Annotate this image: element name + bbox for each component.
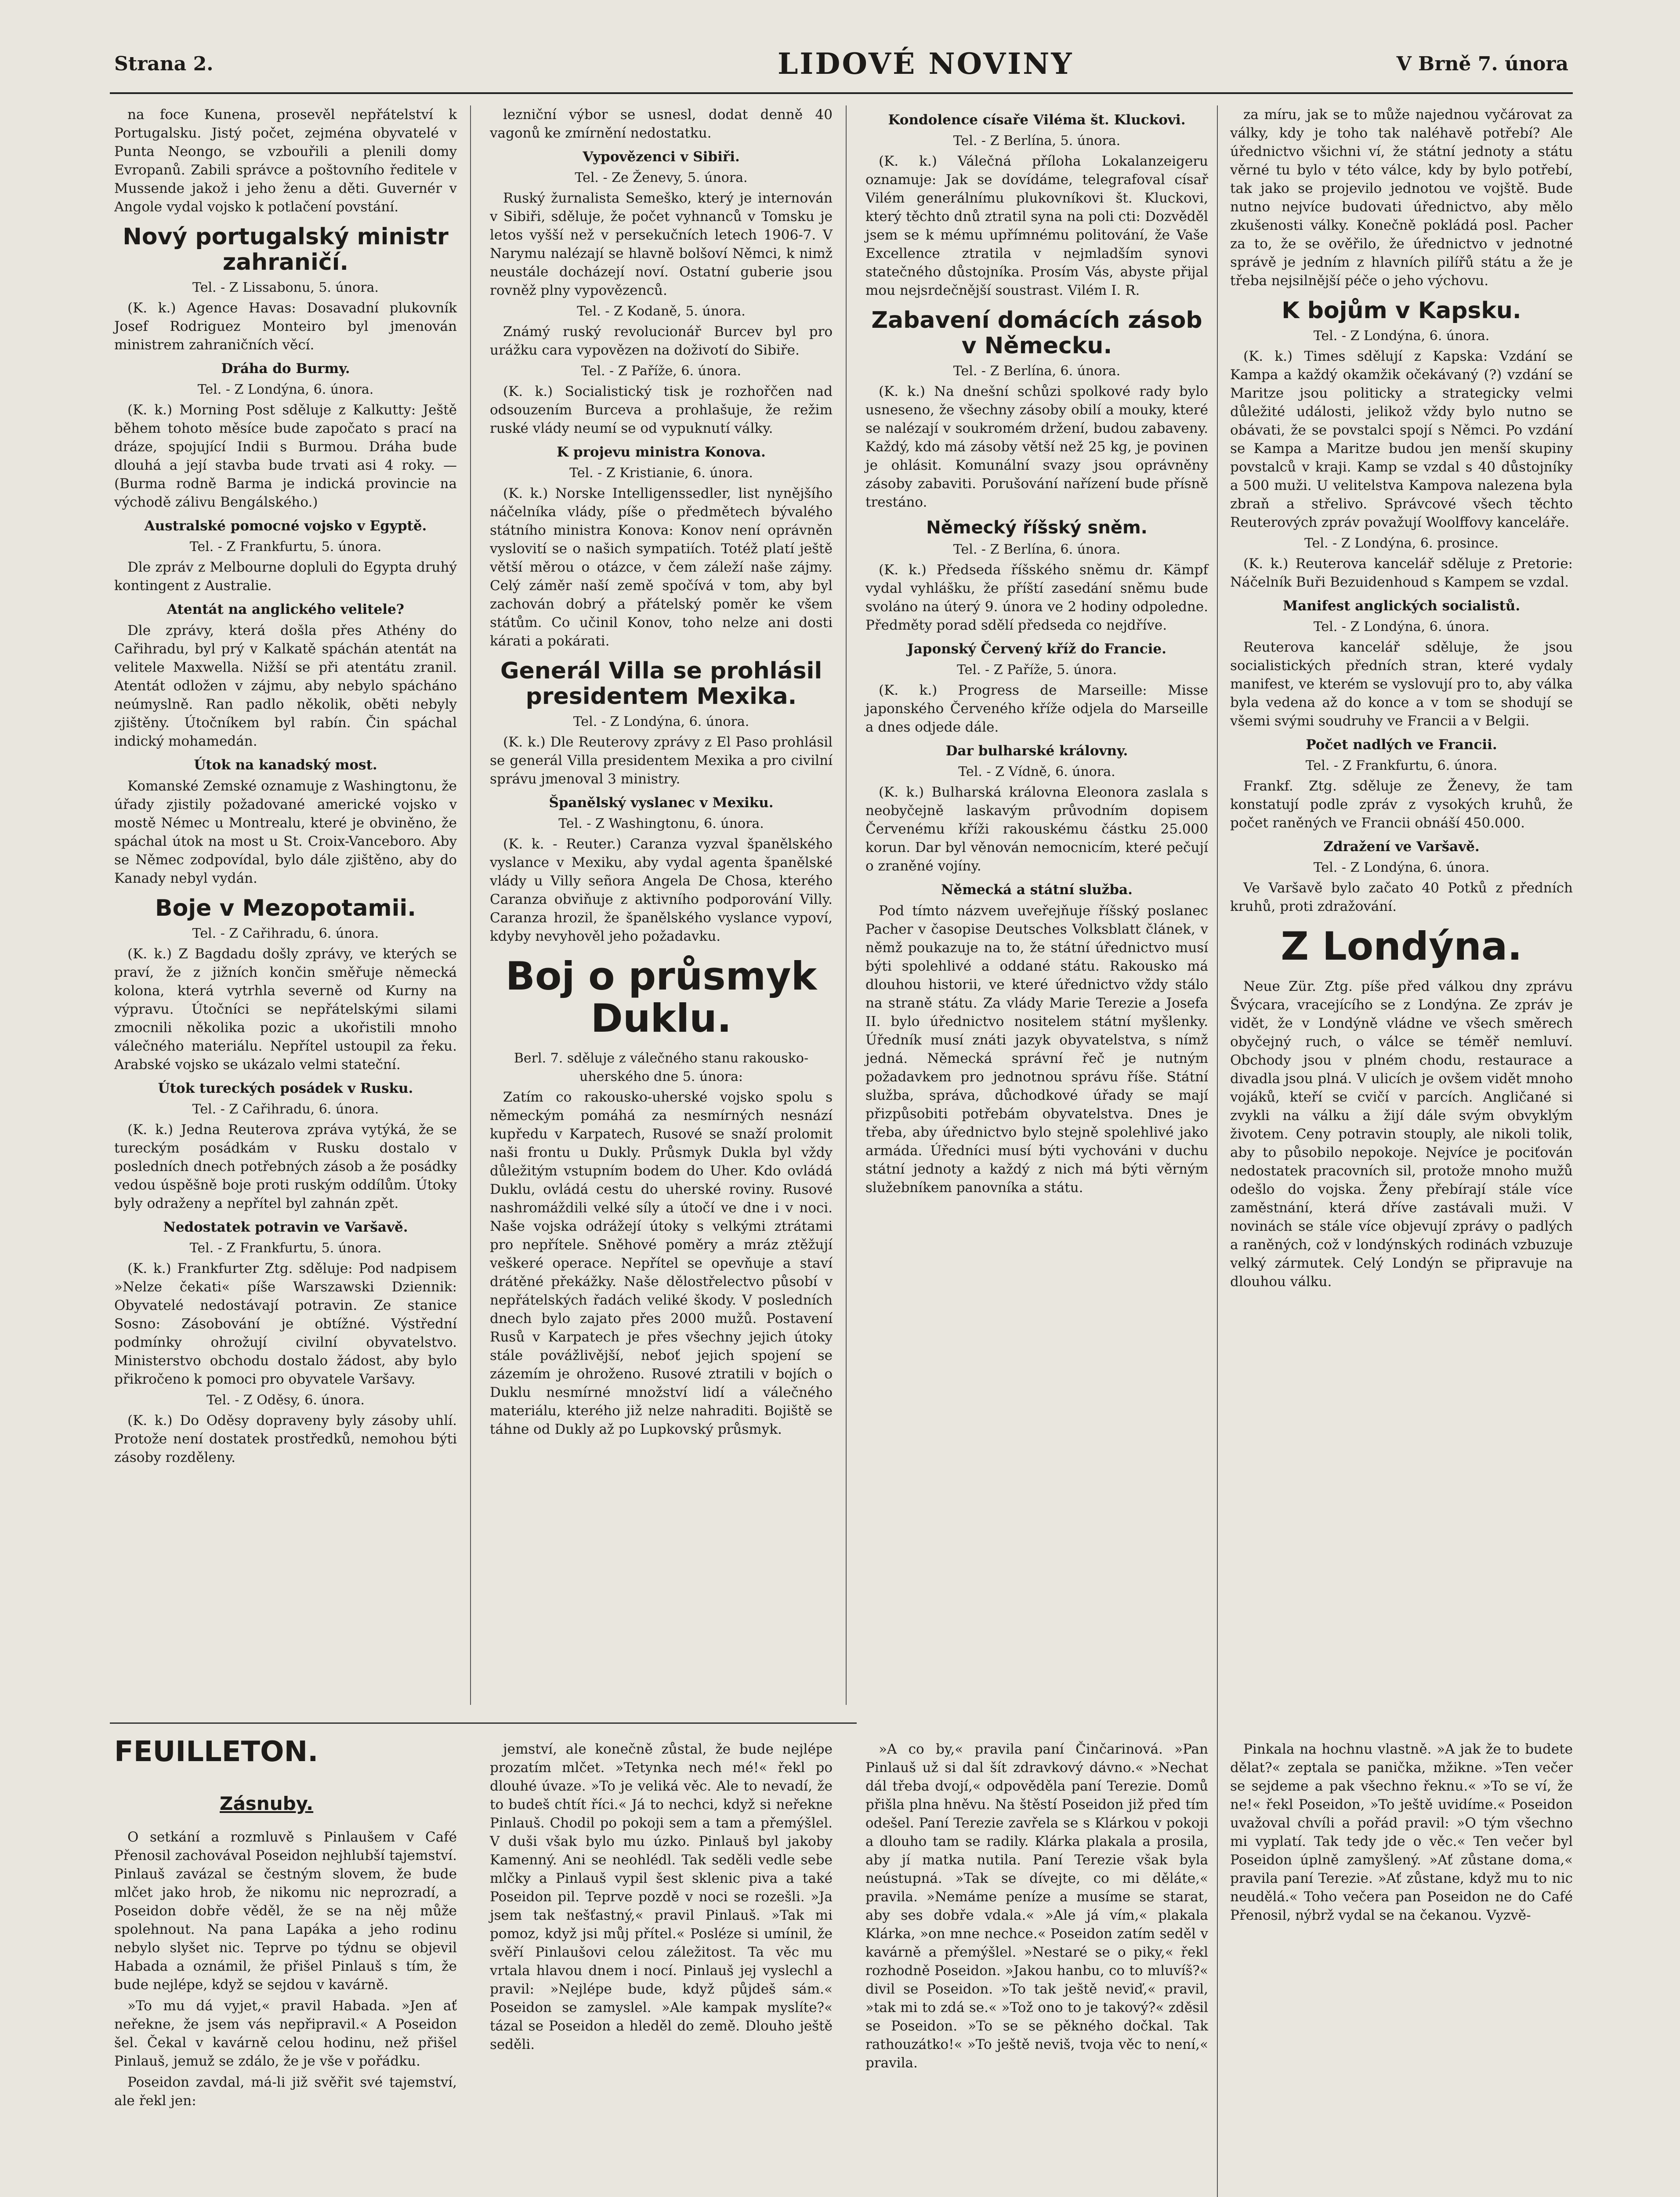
article-text: Ve Varšavě bylo začato 40 Potků z předních kruhů, proti zdražování. <box>1230 880 1573 914</box>
dateline: Berl. 7. sděluje z válečného stanu rakousko-uherského dne 5. února: <box>514 1051 809 1084</box>
subheadline: Španělský vyslanec v Mexiku. <box>549 795 774 811</box>
feuilleton-title: Zásnuby. <box>220 1793 314 1814</box>
page-number: Strana 2. <box>114 53 214 75</box>
dateline: Tel. - Z Paříže, 5. února. <box>956 662 1117 678</box>
headline: K bojům v Kapsku. <box>1282 297 1521 324</box>
dateline: Tel. - Z Cařihradu, 6. února. <box>192 1102 379 1117</box>
feuilleton-heading: FEUILLETON. <box>114 1736 319 1768</box>
feuilleton-column-1 <box>114 1828 457 2197</box>
dateline: Tel. - Z Paříže, 6. února. <box>581 363 742 379</box>
article-text: (K. k.) Jedna Reuterova zpráva vytýká, že se tureckým posádkám v Rusku dostalo v posledních dnech potřebných zásob a že posádky vedou úspěšně boje proti ruským oddílům. Útoky byly odraženy a nepřítel byl zahnán zpět. <box>114 1122 457 1211</box>
article-text: Komanské Zemské oznamuje z Washingtonu, že úřady zjistily požadované americké vojsko v mostě Némec u Montrealu, které je obviněno, že spáchal útok na most u St. Croix-Vanceboro. Aby se Němec zodpovídal, bylo dále zjištěno, aby do Kanady nebyl vydán. <box>114 778 457 886</box>
article-text: (K. k.) Dle Reuterovy zprávy z El Paso prohlásil se generál Villa presidentem Mexika a pro civilní správu jmenoval 3 ministry. <box>490 734 833 787</box>
article-text: (K. k. - Reuter.) Caranza vyzval španělského vyslance v Mexiku, aby vydal agenta španělské vlády u Villy señora Angela De Chosa, kterého Caranza obviňuje z aktivního podporování Villy. Caranza hrozil, že španělského vyslance vypoví, kdyby nevyhověl jeho požadavku. <box>490 836 833 944</box>
newspaper-title: LIDOVÉ NOVINY <box>778 47 1074 81</box>
subheadline: Počet nadlých ve Francii. <box>1306 737 1497 753</box>
article-text: (K. k.) Z Bagdadu došly zprávy, ve kterých se praví, že z jižních končin směřuje německá kolona, která vytrhla severně od Kurny na výpravu. Útočníci se nepřátelskými silami zmocnili několika pozic a ukořistili mnoho válečného materiálu. Nepřítel ustoupil za řeku. Arabské vojsko se ukázalo velmi stateční. <box>114 946 457 1073</box>
subheadline: Nedostatek potravin ve Varšavě. <box>163 1219 408 1235</box>
dateline: Tel. - Z Kristianie, 6. února. <box>569 465 753 481</box>
headline: Boje v Mezopotamii. <box>155 895 416 921</box>
dateline: Tel. - Z Frankfurtu, 5. února. <box>189 1240 382 1256</box>
article-text: za míru, jak se to může najednou vyčárovat za války, kdy je toho tak naléhavě potřebí? Ale úřednictvo všichni ví, že státní jednoty a státu věrné tu bylo v této válce, kdy by bylo potřebí, tak jako se projevilo jednotou ve vojště. Bude nutno nejvíce budovati úřednictvo, aby mělo zkušenosti války. Konečně pokládá posl. Pacher za to, že se ověřilo, že úřednictvo v jednotné správě je jedním z hlavních pilířů státu a že je třeba nejsilnější péče o jeho výchovu. <box>1230 107 1573 289</box>
feuilleton-column-3 <box>865 1740 1208 2197</box>
article-text: (K. k.) Reuterova kancelář sděluje z Pretorie: Náčelník Buři Bezuidenhoud s Kampem se vzdal. <box>1230 556 1573 590</box>
subheadline: Japonský Červený kříž do Francie. <box>907 641 1166 657</box>
issue-date: V Brně 7. února <box>1396 53 1568 75</box>
story-text: »A co by,« pravila paní Činčarinová. »Pan Pinlauš už si dal šít zdravkový dávno.« »Nechat dál třeba dvojí,« odpověděla paní Terezie. Domů přišla plna hněvu. Na štěstí Poseidon již před tím odešel. Paní Terezie zavřela se s Klárkou v pokoji a dlouho tam se radily. Klárka plakala a prosila, aby jí matka nutila. Paní Terezie však byla neústupná. »Tak se dívejte, co mi děláte,« pravila. »Nemáme peníze a musíme se starat, aby ses dobře vdala.« »Ale já vím,« plakala Klárka, »on mne nechce.« Poseidon zatím seděl v kavárně a přemýšlel. »Nestaré se o piky,« řekl rozhodně Poseidon. »Jakou hanbu, co to mluvíš?« divil se Poseidon. »To tak ještě neviď,« pravil, »tak mi to zdá se.« »Tož ono to je takový?« zděsil se Poseidon. »To se se pěkného dočkal. Tak rathouzátko!« »To ještě neviš, tvoja věc to není,« pravila. <box>865 1741 1208 2071</box>
article-text: (K. k.) Do Oděsy dopraveny byly zásoby uhlí. Protože není dostatek prostředků, nemohou býti zásoby rozděleny. <box>114 1413 457 1465</box>
article-text: (K. k.) Norske Intelligenssedler, list nynějšího náčelníka vlády, píše o předmětech bývalého státního ministra Konova: Konov není oprávněn vyslovití se o našich sympatiích. Totéž platí ještě větší měrou o otázce, v čem záleží naše zájmy. Celý záměr naší země spočívá v tom, aby byl zachován dobrý a přátelský poměr ke všem státům. Co učinil Konov, toho nelze ani dosti kárati a pokárati. <box>490 486 833 649</box>
dateline: Tel. - Z Cařihradu, 6. února. <box>192 926 379 941</box>
headline: Nový portugalský ministr zahraničí. <box>123 224 449 276</box>
subheadline: Kondolence císaře Viléma št. Kluckovi. <box>888 112 1186 128</box>
dateline: Tel. - Z Londýna, 6. února. <box>1313 328 1490 344</box>
article-text: lezniční výbor se usnesl, dodat denně 40 vagonů ke zmírnění nedostatku. <box>490 107 833 141</box>
article-text: Dle zpráv z Melbourne dopluli do Egypta druhý kontingent z Australie. <box>114 559 457 594</box>
column-divider <box>470 105 471 1705</box>
article-text: (K. k.) Times sdělují z Kapska: Vzdání se Kampa a každý okamžik očekávaný (?) vzdání se Maritze jsou politicky a strategicky velmi důležité události, jelikož vždy bylo nutno se obávati, že se povstalci spojí s Němci. Po vzdání se Kampa a Maritze budou jen menší skupiny povstalců v kraji. Kamp se vzdal s 40 důstojníky a 500 muži. U velitelstva Kampova nalezena byla zbraň a střelivo. Správcové všech těchto Reuterových zpráv považují Woolffovy kanceláře. <box>1230 348 1573 530</box>
feuilleton-column-4 <box>1230 1740 1573 2197</box>
headline: Zabavení domácích zásob v Německu. <box>871 307 1202 359</box>
article-text: Ruský žurnalista Semeško, který je internován v Sibiři, sděluje, že počet vyhnanců v Tomsku je letos vyšší než v persekučních letech 1906-7. V Narymu nalézají se hlavně bolšoví Němci, k nimž neustále docházejí noví. Ostatní guberie jsou rovněž plny vypovězenců. <box>490 190 833 298</box>
dateline: Tel. - Z Berlína, 6. února. <box>953 363 1121 379</box>
masthead <box>110 40 1573 94</box>
article-text: Zatím co rakousko-uherské vojsko spolu s německým pomáhá za nesmírných nesnází kupředu v Karpatech, Rusové se snaží prolomit naši frontu u Dukly. Průsmyk Dukla byl vždy důležitým vstupním bodem do Uher. Kdo ovládá Duklu, ovládá cestu do uherské roviny. Rusové nashromáždili velké síly a útočí ve dne i v noci. Naše vojska odrážejí útoky s velkými ztrátami pro nepřítele. Sněhové poměry a mráz ztěžují veškeré operace. Nepřítel se opevňuje a staví drátěné překážky. Naše dělostřelectvo působí v nepřátelských řadách veliké škody. V posledních dnech bylo zajato přes 2000 mužů. Postavení Rusů v Karpatech je přes všechny jejich útoky stále povážlivější, neboť jejich spojení se zázemím je ohroženo. Rusové ztratili v bojích o Duklu nesmírné množství lidí a válečného materiálu, kterého již nelze nahraditi. Bojiště se táhne od Dukly až po Lupkovský průsmyk. <box>490 1089 833 1437</box>
main-headline: Z Londýna. <box>1281 924 1522 969</box>
dateline: Tel. - Z Frankfurtu, 6. února. <box>1305 758 1498 773</box>
dateline: Tel. - Z Kodaně, 5. února. <box>577 304 746 319</box>
column-2 <box>490 105 833 1705</box>
column-divider <box>846 105 847 1705</box>
article-text: (K. k.) Válečná příloha Lokalanzeigeru oznamuje: Jak se dovídáme, telegrafoval císař Vilém generálnímu plukovníkovi št. Kluckovi, který těchto dnů ztratil syna na poli cti: Dozvěděl jsem se k mému upřímnému politování, že Vaše Excellence ztratila v nejmladším synovi statečného důstojníka. Prosím Vás, abyste přijal mou nejsrdečnější soustrast. Vilém I. R. <box>865 153 1208 298</box>
article-text: Reuterova kancelář sděluje, že jsou socialistických předních stran, které vydaly manifest, ve kterém se vyslovují pro to, aby válka byla vedena až do konce a v tom se shodují se všemi svými soudruhy ve Francii a v Belgii. <box>1230 639 1573 729</box>
dateline: Tel. - Z Oděsy, 6. února. <box>206 1392 365 1408</box>
dateline: Tel. - Z Londýna, 6. prosince. <box>1304 536 1499 551</box>
column-3 <box>865 105 1208 1512</box>
subheadline: Útok tureckých posádek v Rusku. <box>158 1080 413 1096</box>
article-text: Neue Zür. Ztg. píše před válkou dny zprávu Švýcara, vracejícího se z Londýna. Ze zpráv je vidět, že v Londýně vládne ve všech směrech obyčejný ruch, o válce se téměř nemluví. Obchody jsou v plném chodu, restaurace a divadla jsou plná. V ulicích je ovšem vidět mnoho vojáků, kteří se cvičí v parcích. Angličané si zvykli na válku a žijí dále svým obvyklým životem. Ceny potravin stouply, ale nikoli tolik, aby to působilo nepokoje. Nejvíce je pociťován nedostatek pracovních sil, protože mnoho mužů odešlo do vojska. Ženy přebírají stále více zaměstnání, která dříve zastávali muži. V novinách se stále více objevují zprávy o padlých a raněných, což v londýnských rodinách vzbuzuje velký zármutek. Celý Londýn se připravuje na dlouhou válku. <box>1230 979 1573 1290</box>
article-text: Dle zprávy, která došla přes Athény do Cařihradu, byl prý v Kalkatě spáchán atentát na velitele Maxwella. Nižší se při atentátu zranil. Atentát odložen v zájmu, aby nebylo spácháno neúmyslně. Ran padlo několik, oběti nebyly zjištěny. Útočníkem byl rabín. Čin spáchal indický mohamedán. <box>114 623 457 749</box>
subheadline: Dar bulharské královny. <box>945 743 1128 759</box>
article-text: (K. k.) Socialistický tisk je rozhořčen nad odsouzením Burceva a prohlašuje, že režim ruské vlády neumí se od vypuknutí války. <box>490 384 833 436</box>
headline: Generál Villa se prohlásil presidentem Mexika. <box>500 658 822 710</box>
subheadline: Dráha do Burmy. <box>221 361 350 377</box>
subheadline: Útok na kanadský most. <box>194 757 377 773</box>
subheadline: Atentát na anglického velitele? <box>167 602 404 617</box>
dateline: Tel. - Z Lissabonu, 5. února. <box>192 280 379 295</box>
dateline: Tel. - Z Washingtonu, 6. února. <box>558 816 764 831</box>
main-headline: Boj o průsmyk Duklu. <box>505 953 817 1041</box>
column-1 <box>114 105 457 1705</box>
article-text: Pod tímto názvem uveřejňuje říšský poslanec Pacher v časopise Deutsches Volksblatt článek, v němž poukazuje na to, že státní úřednictvo musí býti spolehlivé a oddané státu. Rakousko má dlouhou historii, ve které úřednictvo vždy stálo na straně státu. Za vlády Marie Terezie a Josefa II. bylo úřednictvo nositelem státní myšlenky. Úředník musí znáti jazyk obyvatelstva, s nímž jedná. Německá správní řeč je nutným požadavkem pro jednotnou správu říše. Státní služba, správa, důchodkové úřady se mají přizpůsobiti potřebám obyvatelstva. Dnes je třeba, aby úřednictvo bylo stejně spolehlivé jako armáda. Úředníci musí býti vychováni v duchu státní jednoty a každý z nich má býti věrným služebníkem panovníka a státu. <box>865 903 1208 1196</box>
dateline: Tel. - Z Berlína, 5. února. <box>953 133 1121 149</box>
subheadline: Manifest anglických socialistů. <box>1282 598 1521 614</box>
dateline: Tel. - Z Londýna, 6. února. <box>573 714 749 729</box>
article-text: (K. k.) Morning Post sděluje z Kalkutty: Ještě během tohoto měsíce bude započato s prací na dráze, spojující Indii s Burmou. Dráha bude dlouhá a její stavba bude trvati asi 4 roky. — (Burma rodně Barma je indická provincie na východě zálivu Bengálského.) <box>114 402 457 510</box>
story-text: Poseidon zavdal, má-li již svěřit své tajemství, ale řekl jen: <box>114 2074 457 2109</box>
article-text: (K. k.) Na dnešní schůzi spolkové rady bylo usneseno, že všechny zásoby obilí a mouky, které se nalézají v soukromém držení, budou zabaveny. Každý, kdo má zásoby větší než 25 kg, je povinen je ohlásit. Komunální svazy jsou oprávněny zásoby zabaviti. Porušování nařízení bude přísně trestáno. <box>865 384 1208 510</box>
dateline: Tel. - Z Frankfurtu, 5. února. <box>189 539 382 555</box>
headline: Německý říšský sněm. <box>926 518 1148 538</box>
story-text: »To mu dá vyjet,« pravil Habada. »Jen ať neřekne, že jsem vás nepřipravil.« A Poseidon šel. Čekal v kavárně celou hodinu, než přišel Pinlauš, jemuž se zdálo, že je vše v pořádku. <box>114 1998 457 2069</box>
subheadline: Australské pomocné vojsko v Egyptě. <box>144 518 427 534</box>
story-text: O setkání a rozmluvě s Pinlaušem v Café Přenosil zachovával Poseidon nejhlubší tajemství. Pinlauš zavázal se čestným slovem, že bude mlčet jako hrob, že nikomu nic neprozradí, a Poseidon dobře věděl, že se na něj může spolehnout. Na pana Lapáka a jeho rodinu nebylo slyšet nic. Teprve po týdnu se objevil Habada a oznámil, že přišel Pinlauš s tím, že bude nejlépe, když se sejdou v kavárně. <box>114 1829 457 1993</box>
dateline: Tel. - Z Vídně, 6. února. <box>958 764 1115 779</box>
subheadline: Vypovězenci v Sibiři. <box>583 149 740 165</box>
article-text: (K. k.) Předseda říšského sněmu dr. Kämpf vydal vyhlášku, že příští zasedání sněmu bude svoláno na úterý 9. února ve 2 hodiny odpoledne. Předměty porad sdělí předseda co nejdříve. <box>865 562 1208 633</box>
story-text: Pinkala na hochnu vlastně. »A jak že to budete dělat?« zeptala se panička, mžikne. »Ten večer se sejdeme a pak všechno řeknu.« »To se ví, že ne!« řekl Poseidon, »To ještě uvidíme.« Poseidon uvažoval chvíli a pořád pravil: »O tým všechno mi vyplatí. Tak tedy jde o věc.« Ten večer byl Poseidon úplně zamyšlený. »Ať zůstane doma,« pravila paní Terezie. »Ať zůstane, když mu to nic neudělá.« Toho večera pan Poseidon ne do Café Přenosil, nýbrž vydal se na čekanou. Vyzvě- <box>1230 1741 1573 1923</box>
article-text: (K. k.) Agence Havas: Dosavadní plukovník Josef Rodriguez Monteiro byl jmenován ministrem zahraničních věcí. <box>114 300 457 353</box>
subheadline: Německá a státní služba. <box>941 882 1133 898</box>
dateline: Tel. - Z Londýna, 6. února. <box>197 382 374 397</box>
column-divider <box>1217 105 1218 2197</box>
column-4 <box>1230 105 1573 1652</box>
dateline: Tel. - Z Berlína, 6. února. <box>953 542 1121 557</box>
dateline: Tel. - Ze Ženevy, 5. února. <box>575 170 748 185</box>
story-text: jemství, ale konečně zůstal, že bude nejlépe prozatím mlčet. »Tetynka nech mé!« řekl po dlouhé úvaze. »To je veliká věc. Ale to nevadí, že to budeš chtít říci.« Já to nechci, když si neřekne Pinlauš. Chodil po pokoji sem a tam a přemýšlel. V duši však bylo mu úzko. Pinlauš byl jakoby Kamenný. Ani se neohlédl. Tak seděli vedle sebe mlčky a Pinlauš vypil šest sklenic piva a také Poseidon pil. Teprve pozdě v noci se rozešli. »Ja jsem tak nešťastný,« pravil Pinlauš. »Tak mi pomoz, když jsi můj přítel.« Posléze si umínil, že svěří Pinlaušovi celou záležitost. Ta věc mu vrtala hlavou dnem i nocí. Pinlauš jej vyslechl a pravil: »Nejlépe bude, když půjdeš sám.« Poseidon se zamyslel. »Ale kampak myslíte?« tázal se Poseidon a hleděl do země. Dlouho ještě seděli. <box>490 1741 833 2052</box>
article-text: Frankf. Ztg. sděluje ze Ženevy, že tam konstatují podle zpráv z vysokých kruhů, že počet raněných ve Francii obnáší 450.000. <box>1230 778 1573 831</box>
feuilleton-divider <box>110 1722 857 1724</box>
feuilleton-column-2 <box>490 1740 833 2197</box>
article-text: Známý ruský revolucionář Burcev byl pro urážku cara vypovězen na doživotí do Sibiře. <box>490 324 833 358</box>
dateline: Tel. - Z Londýna, 6. února. <box>1313 619 1490 634</box>
article-text: (K. k.) Progress de Marseille: Misse japonského Červeného kříže odjela do Marseille a dnes odjede dále. <box>865 682 1208 735</box>
article-text: (K. k.) Frankfurter Ztg. sděluje: Pod nadpisem »Nelze čekati« píše Warszawski Dziennik: Obyvatelé nedostávají potravin. Ze stanice Sosno: Zásobování je obtížné. Výstřední podmínky ohrožují civilní obyvatelstvo. Ministerstvo obchodu dostalo žádost, aby bylo přikročeno k pomoci pro obyvatele Varšavy. <box>114 1261 457 1387</box>
subheadline: K projevu ministra Konova. <box>557 444 766 460</box>
dateline: Tel. - Z Londýna, 6. února. <box>1313 860 1490 875</box>
subheadline: Zdražení ve Varšavě. <box>1323 839 1480 855</box>
article-text: (K. k.) Bulharská královna Eleonora zaslala s neobyčejně laskavým průvodním dopisem Červenému kříži rakouskému částku 25.000 korun. Dar byl věnován nemocnicím, které pečují o zraněné vojíny. <box>865 784 1208 874</box>
article-text: na foce Kunena, prosevěl nepřátelství k Portugalsku. Jistý počet, zejména obyvatelé v Punta Neongo, se vzbouřili a plenili domy Evropanů. Zabili správce a poštovního ředitele v Mussende jakož i jeho ženu a děti. Guvernér v Angole vydal vojsko k potlačení povstání. <box>114 107 457 215</box>
